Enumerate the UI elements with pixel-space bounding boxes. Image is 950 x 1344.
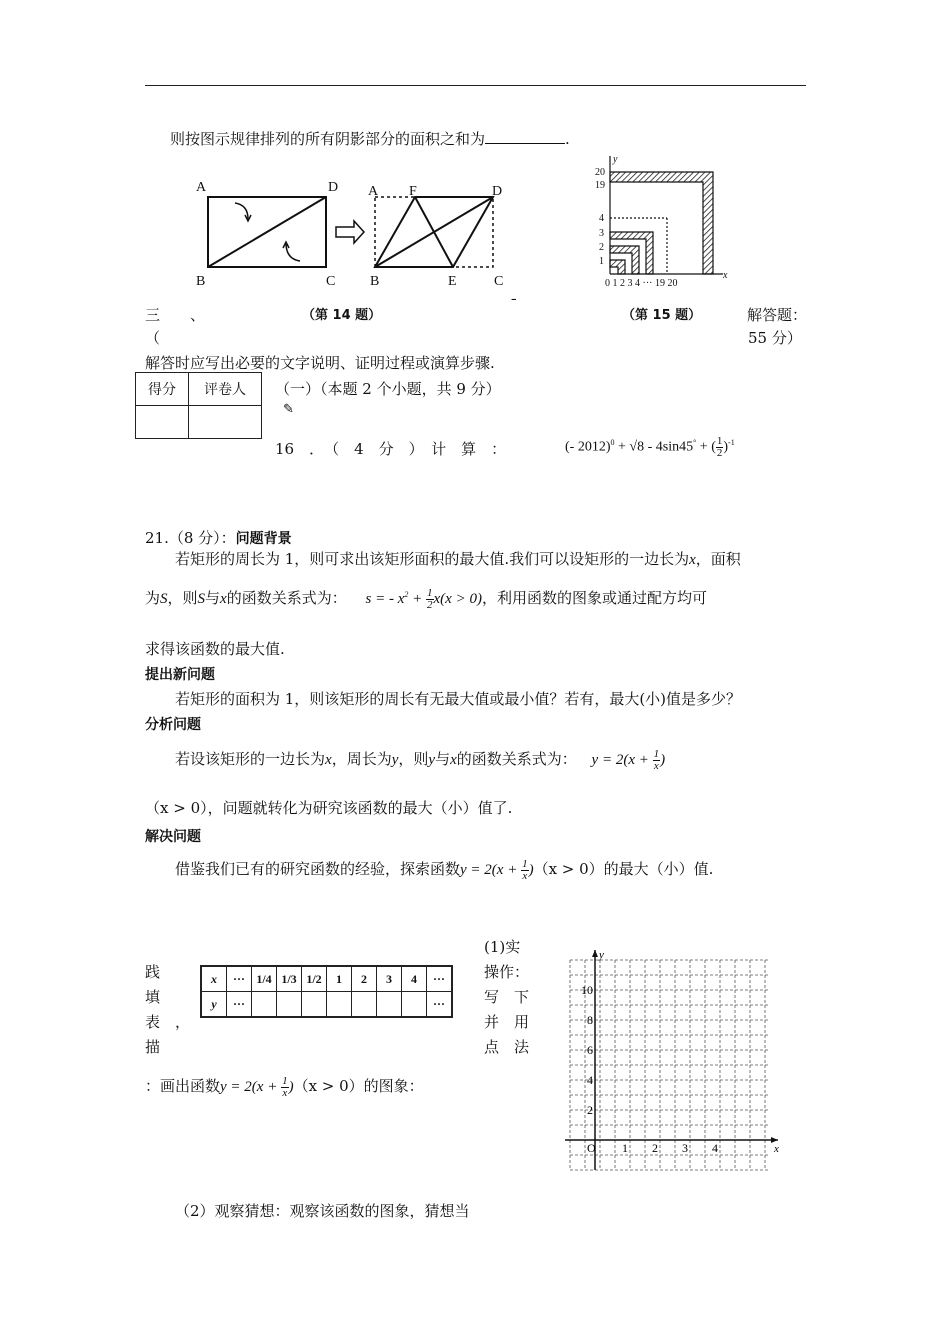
cell-y-5[interactable]: [327, 992, 352, 1018]
cell-x-8: 4: [402, 966, 427, 992]
section3-paren: （: [145, 329, 161, 347]
score-header: 得分: [136, 373, 189, 406]
heading-solve: 解决问题: [145, 829, 201, 845]
grid-x-label: 3: [682, 1141, 688, 1155]
line-bd: [375, 197, 493, 267]
cell-x-3: 1/3: [277, 966, 302, 992]
q16-label: 16 ． （ 4 分 ） 计 算 ：: [275, 440, 507, 458]
answer-blank[interactable]: [485, 129, 565, 144]
part1-title: （一）（本题 2 个小题，共 9 分）: [275, 380, 501, 398]
q21-p8: ：画出函数y = 2(x + $\frac{1}{x}$ )（x > 0）的图象：: [145, 1075, 424, 1100]
grid-y-label: 2: [587, 1103, 593, 1117]
step1-d: 并 用: [484, 1013, 530, 1031]
grid-y-label: 10: [581, 983, 593, 997]
y-tick-4: 4: [599, 213, 604, 224]
small-symbol-icon: ✎: [283, 402, 294, 417]
grader-header: 评卷人: [189, 373, 262, 406]
cell-y-1: ···: [227, 992, 252, 1018]
q21-p7: 借鉴我们已有的研究函数的经验，探索函数y = 2(x + $\frac{1}{x}$ )（x > 0）的最大（小）值.: [175, 858, 714, 883]
label-b: B: [196, 274, 206, 289]
xy-row-y: [201, 992, 452, 1018]
cell-x-5: 1: [327, 966, 352, 992]
cell-x-7: 3: [377, 966, 402, 992]
y-tick-2: 2: [599, 242, 604, 253]
shade-20: [610, 172, 713, 274]
heading-new-problem: 提出新问题: [145, 667, 215, 683]
section3-right-top: 解答题：: [747, 306, 808, 324]
cell-x-2: 1/4: [252, 966, 277, 992]
grid-axis-x-label: x: [774, 1143, 779, 1155]
cell-x-4: 1/2: [302, 966, 327, 992]
heading-analyze: 分析问题: [145, 717, 201, 733]
q21-head: 21.（8 分）：问题背景: [145, 529, 292, 547]
label-d2: D: [492, 184, 503, 199]
fig15-caption: （第 15 题）: [622, 308, 702, 323]
formula-y-2: y = 2(x + $\frac{1}{x}$ ): [460, 858, 534, 883]
cell-y-3[interactable]: [277, 992, 302, 1018]
left-2: 填: [145, 988, 161, 1006]
figure-15: [585, 150, 735, 290]
diagonal-bd: [208, 197, 326, 267]
grid-x-label: O: [587, 1141, 596, 1155]
x-ticks: 0 1 2 3 4 ··· 19 20: [605, 278, 678, 289]
cell-y-6[interactable]: [352, 992, 377, 1018]
cell-y-8[interactable]: [402, 992, 427, 1018]
grader-cell[interactable]: [189, 406, 262, 439]
label-a2: A: [368, 184, 379, 199]
left-4: 描: [145, 1038, 161, 1056]
cell-y-9: ···: [427, 992, 453, 1018]
cell-y-4[interactable]: [302, 992, 327, 1018]
label-c: C: [326, 274, 336, 289]
label-c2: C: [494, 274, 504, 289]
label-f: F: [409, 184, 417, 199]
header-rule: [145, 85, 806, 86]
q16-expression: (- 2012)$^0$ + √8 - 4sin45° + ( $\frac{1}{2}$ )$^{-1}$: [565, 435, 735, 459]
grid-y-label: 4: [587, 1073, 593, 1087]
fig14-caption: （第 14 题）: [302, 308, 382, 323]
intro-line: 则按图示规律排列的所有阴影部分的面积之和为 .: [170, 130, 570, 148]
transform-arrow-icon: [336, 221, 364, 243]
formula-s: s = - $x^2$ + $\frac{1}{2}$ x(x > 0): [365, 587, 482, 612]
section3-left: 三 、: [145, 306, 206, 324]
q21-p4: 若矩形的面积为 1，则该矩形的周长有无最大值或最小值？若有，最大(小)值是多少？: [175, 690, 742, 708]
cell-x-head: x: [201, 966, 227, 992]
score-cell[interactable]: [136, 406, 189, 439]
y-axis-arrow-icon: [592, 950, 598, 957]
section3-right-bottom: 55 分）: [748, 329, 802, 347]
grid-x-label: 2: [652, 1141, 658, 1155]
xy-table: [200, 965, 453, 1018]
cell-y-2[interactable]: [252, 992, 277, 1018]
cell-y-head: y: [201, 992, 227, 1018]
left-3: 表 ，: [145, 1013, 191, 1031]
y-tick-20: 20: [595, 167, 605, 178]
step1-e: 点 法: [484, 1038, 530, 1056]
shade-1: [610, 260, 625, 274]
q21-p2: 为S，则S与x的函数关系式为： s = - $x^2$ + $\frac{1}{2}$ x(x > 0)，利用函数的图象或通过配方均可: [145, 587, 707, 612]
xy-row-x: [201, 966, 452, 992]
step1-b: 操作：: [484, 963, 530, 981]
q21-p5: 若设该矩形的一边长为x，周长为y，则y与x的函数关系式为： y = 2(x + $\frac{1}{x}$ ): [175, 748, 666, 773]
label-a: A: [196, 180, 207, 195]
y-tick-1: 1: [599, 256, 604, 267]
cell-x-9: ···: [427, 966, 453, 992]
step1-c: 写 下: [484, 988, 530, 1006]
coordinate-grid[interactable]: [560, 945, 780, 1175]
label-b2: B: [370, 274, 380, 289]
grid-y-label: 8: [587, 1013, 593, 1027]
q21-p3: 求得该函数的最大值.: [145, 640, 285, 658]
label-e: E: [448, 274, 457, 289]
axis-y-label: y: [613, 154, 618, 165]
axis-x-label: x: [723, 270, 728, 281]
formula-y-1: y = 2(x + $\frac{1}{x}$ ): [591, 748, 666, 773]
stray-mark: ˉ: [510, 296, 518, 314]
score-table: [135, 372, 262, 439]
label-d: D: [328, 180, 339, 195]
grid-x-label: 4: [712, 1141, 718, 1155]
grid-y-label: 6: [587, 1043, 593, 1057]
section3-instruction: 解答时应写出必要的文字说明、证明过程或演算步骤.: [145, 354, 495, 372]
step2: （2）观察猜想：观察该函数的图象，猜想当: [175, 1202, 470, 1220]
cell-x-1: ···: [227, 966, 252, 992]
figure-14: [190, 175, 520, 295]
q21-p1: 若矩形的周长为 1，则可求出该矩形面积的最大值.我们可以设矩形的一边长为x，面积: [175, 550, 741, 568]
q21-p6: （x > 0），问题就转化为研究该函数的最大（小）值了.: [145, 799, 513, 817]
y-tick-19: 19: [595, 180, 605, 191]
step1-a: (1)实: [484, 938, 521, 956]
y-tick-3: 3: [599, 228, 604, 239]
formula-y-3: y = 2(x + $\frac{1}{x}$ ): [220, 1075, 294, 1100]
cell-x-6: 2: [352, 966, 377, 992]
grid-axis-y-label: y: [599, 949, 604, 961]
grid-x-label: 1: [622, 1141, 628, 1155]
cell-y-7[interactable]: [377, 992, 402, 1018]
left-1: 践: [145, 963, 161, 981]
